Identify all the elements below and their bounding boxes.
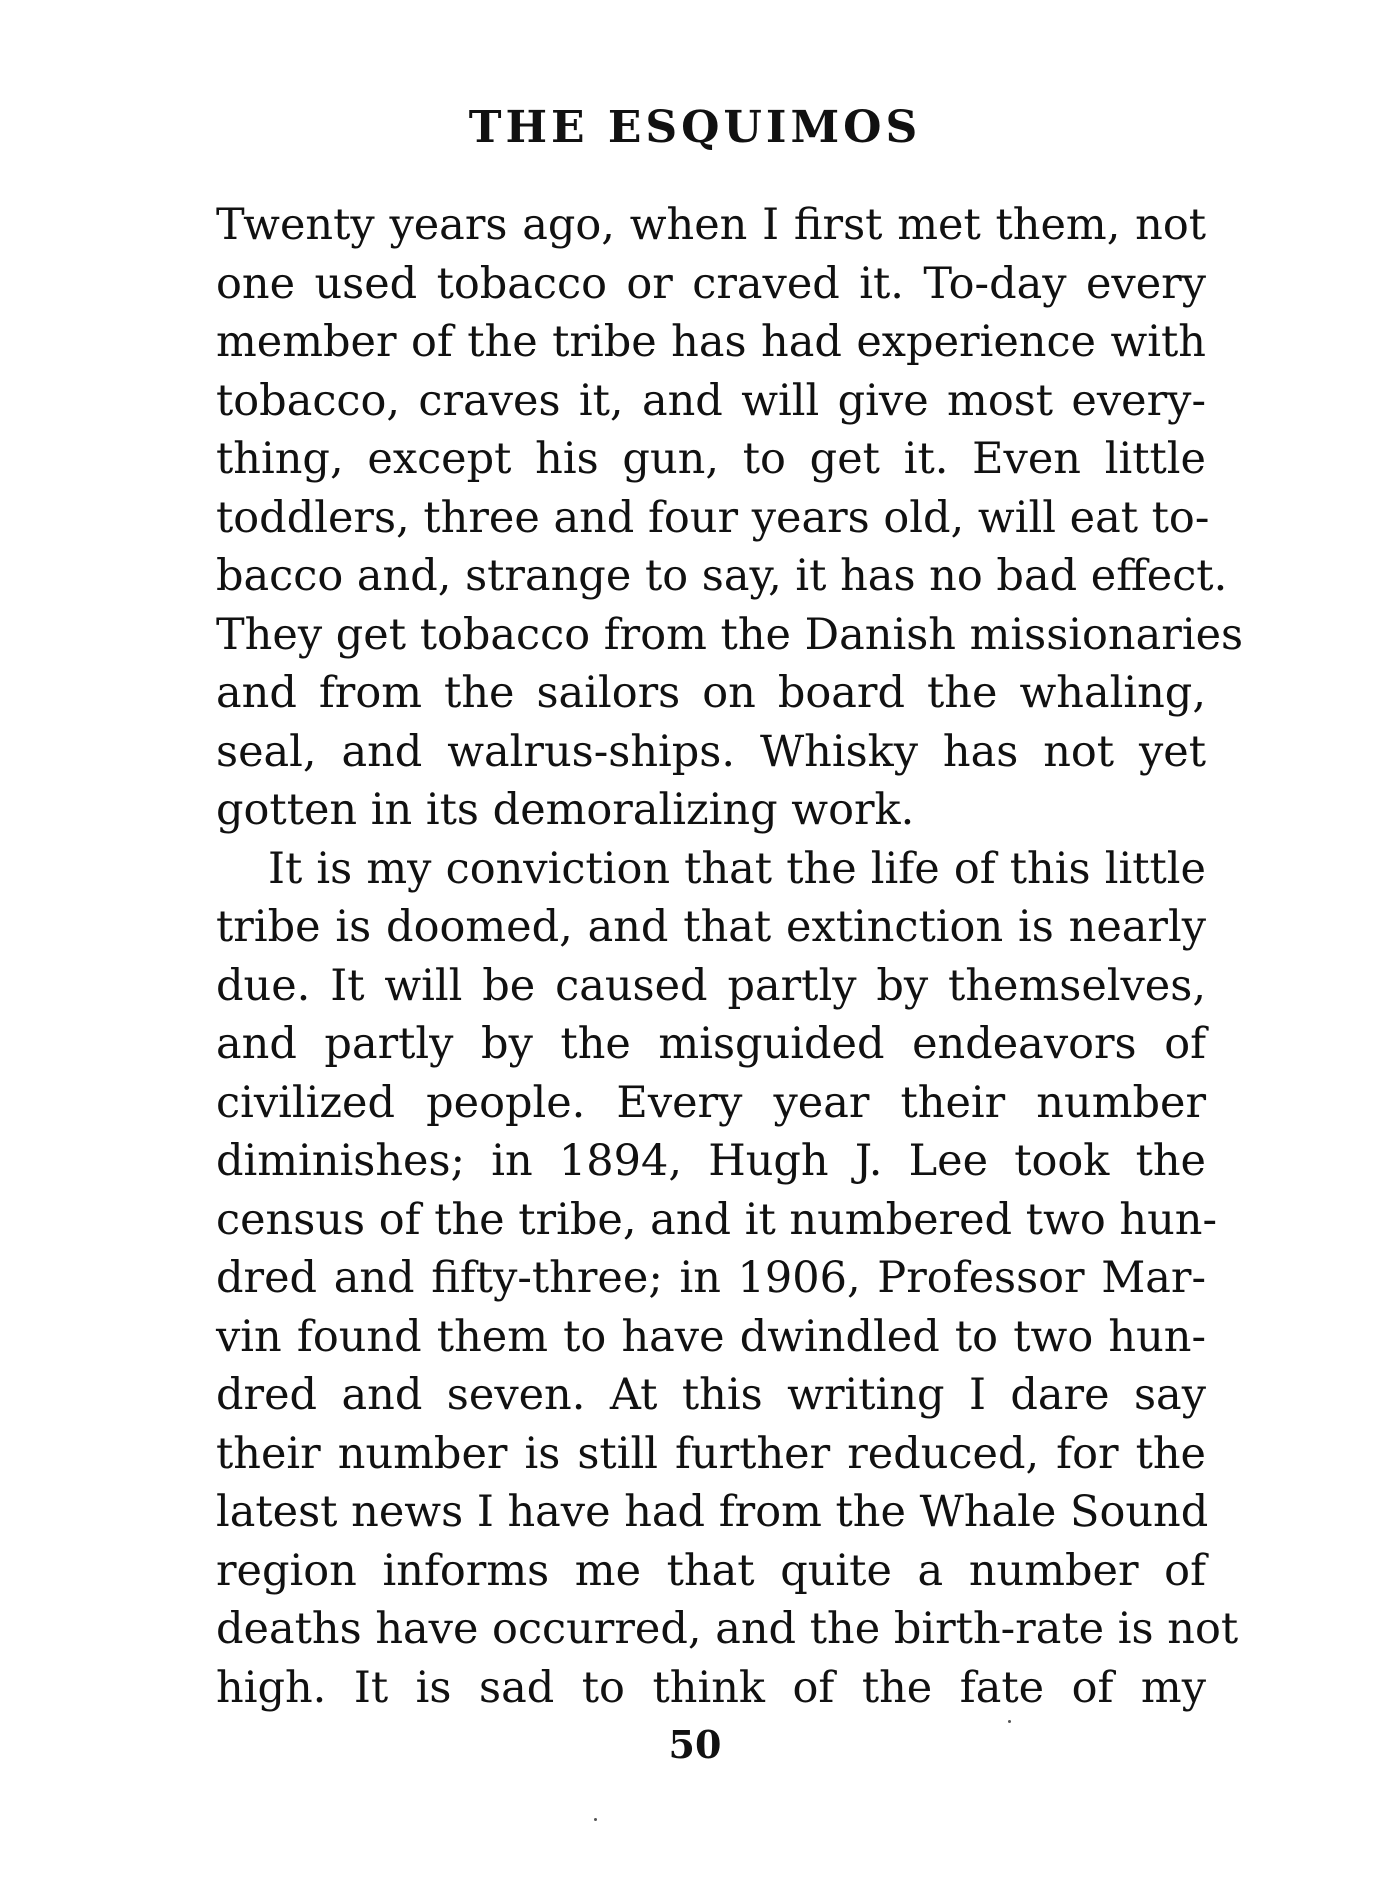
text-line: their number is still further reduced, for the <box>216 1428 1206 1479</box>
text-line: tobacco, craves it, and will give most every- <box>216 375 1206 426</box>
body-text <box>216 196 1244 1717</box>
running-head-title: THE ESQUIMOS <box>468 102 922 153</box>
text-line: dred and fifty-three; in 1906, Professor Mar- <box>216 1253 1206 1303</box>
text-line: due. It will be caused partly by themselves, <box>216 960 1206 1011</box>
scan-speck <box>594 1818 597 1821</box>
text-line: tribe is doomed, and that extinction is nearly <box>216 902 1206 952</box>
text-line: deaths have occurred, and the birth-rate is not <box>216 1604 1239 1654</box>
text-line: They get tobacco from the Danish missionaries <box>216 609 1244 660</box>
page-number: 50 <box>668 1722 722 1767</box>
text-line: dred and seven. At this writing I dare say <box>216 1370 1206 1420</box>
text-line: and partly by the misguided endeavors of <box>216 1019 1206 1069</box>
text-line: thing, except his gun, to get it. Even little <box>216 434 1206 484</box>
text-line: vin found them to have dwindled to two hun- <box>216 1311 1206 1362</box>
text-line: region informs me that quite a number of <box>216 1545 1206 1596</box>
text-line: Twenty years ago, when I first met them, not <box>216 200 1206 250</box>
text-line: seal, and walrus-ships. Whisky has not yet <box>216 726 1206 777</box>
text-line: census of the tribe, and it numbered two hun- <box>216 1194 1217 1245</box>
text-line: latest news I have had from the Whale Sound <box>216 1487 1209 1537</box>
text-line: diminishes; in 1894, Hugh J. Lee took the <box>216 1136 1206 1186</box>
text-line: member of the tribe has had experience with <box>216 317 1206 367</box>
text-line: high. It is sad to think of the fate of my <box>216 1662 1206 1713</box>
text-line: It is my conviction that the life of this little <box>268 843 1206 894</box>
text-line: toddlers, three and four years old, will eat to- <box>216 492 1210 543</box>
text-line: gotten in its demoralizing work. <box>216 785 915 835</box>
text-line: civilized people. Every year their number <box>216 1077 1206 1128</box>
text-line: bacco and, strange to say, it has no bad effect. <box>216 551 1228 601</box>
scan-speck <box>1008 1720 1011 1723</box>
text-line: and from the sailors on board the whaling, <box>216 668 1206 718</box>
text-line: one used tobacco or craved it. To-day every <box>216 258 1206 309</box>
